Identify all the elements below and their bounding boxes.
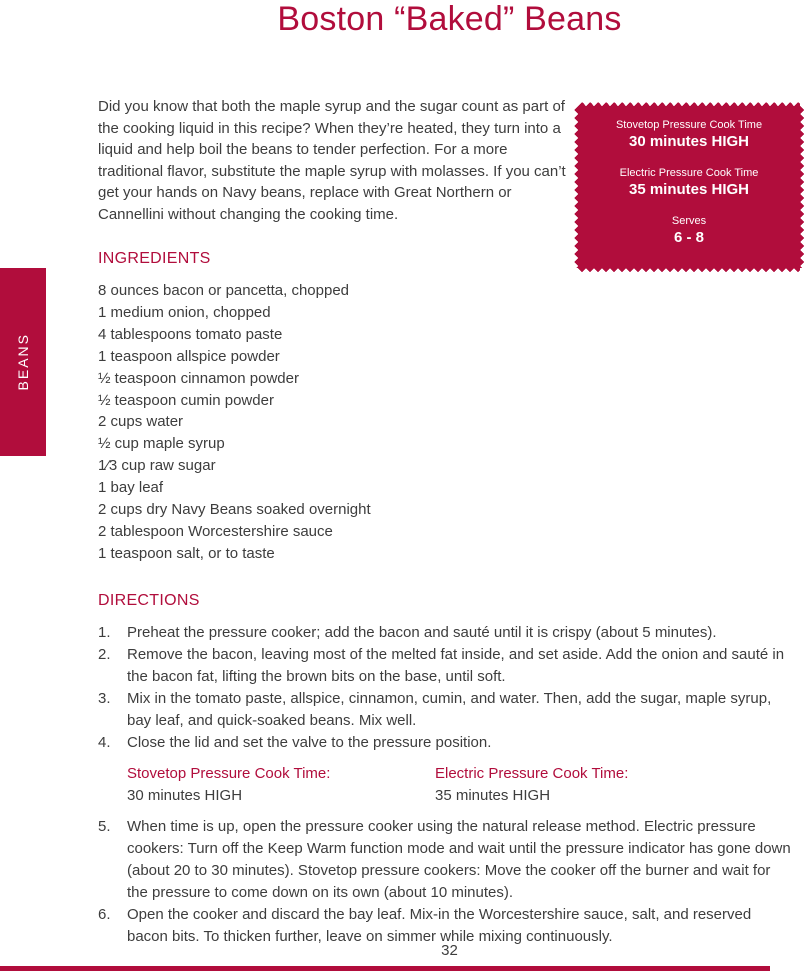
step-number: 5. [98, 817, 111, 835]
directions-heading: DIRECTIONS [98, 591, 200, 609]
direction-step [98, 688, 792, 732]
ingredient-item: 1 teaspoon salt, or to taste [98, 544, 275, 562]
ingredient-item: 1 bay leaf [98, 479, 164, 497]
stamp-border-top [578, 102, 800, 106]
ingredients-heading: INGREDIENTS [98, 250, 211, 267]
ingredient-item: ½ teaspoon cumin powder [98, 391, 274, 409]
step-number: 2. [98, 645, 111, 663]
direction-step [98, 644, 792, 688]
stamp-value: 30 minutes HIGH [628, 133, 750, 150]
ingredient-item: 4 tablespoons tomato paste [98, 325, 283, 343]
ingredient-item: 2 tablespoon Worcestershire sauce [98, 522, 333, 540]
stamp-value: 35 minutes HIGH [628, 181, 750, 198]
step-number: 6. [98, 905, 111, 923]
cook-time-value: 35 minutes HIGH [435, 786, 551, 804]
cook-time-label: Stovetop Pressure Cook Time: [127, 764, 331, 782]
step-text: When time is up, open the pressure cooker using the natural release method. Electric pressure cookers: Turn off the Keep Warm function mode and wait until the pressure indicator has gone down (about 20 to 30 minutes). Stovetop pressure cookers: Move the cooker off the burner and wait for the pressure to come down on its own (about 10 minutes). [127, 817, 791, 901]
stamp-label: Stovetop Pressure Cook Time [615, 119, 763, 131]
stamp-border-right [800, 106, 804, 268]
cook-time-electric [435, 763, 743, 807]
page-number: 32 [441, 942, 458, 959]
ingredient-item: ½ teaspoon cinnamon powder [98, 369, 299, 387]
step-number: 1. [98, 623, 111, 641]
chapter-tab-beans [0, 268, 46, 456]
direction-step [98, 732, 792, 754]
step-text: Mix in the tomato paste, allspice, cinnamon, cumin, and water. Then, add the sugar, maple syrup, bay leaf, and quick-soaked beans. Mix well. [127, 689, 772, 729]
cook-time-label: Electric Pressure Cook Time: [435, 764, 629, 782]
cook-time-stovetop [127, 763, 435, 807]
stamp-label: Serves [671, 215, 707, 227]
stamp-entry-electric [586, 166, 792, 200]
stamp-entry-serves [586, 214, 792, 248]
step-text: Remove the bacon, leaving most of the melted fat inside, and set aside. Add the onion and sauté in the bacon fat, lifting the brown bits on the base, until soft. [127, 645, 785, 685]
ingredient-item: 2 cups dry Navy Beans soaked overnight [98, 501, 371, 519]
ingredient-item: 1⁄3 cup raw sugar [98, 457, 216, 475]
ingredient-item: 2 cups water [98, 413, 184, 431]
stamp-value: 6 - 8 [673, 229, 704, 246]
stamp-border-left [574, 106, 578, 268]
recipe-body [98, 250, 792, 948]
direction-step [98, 622, 792, 644]
direction-step [98, 816, 792, 904]
stamp-entry-stovetop [586, 118, 792, 152]
step-text: Preheat the pressure cooker; add the bacon and sauté until it is crispy (about 5 minutes). [127, 623, 717, 641]
intro-paragraph: Did you know that both the maple syrup and the sugar count as part of the cooking liquid in this recipe? When they’re heated, they turn into a liquid and help boil the beans to tender perfection. For a more traditional flavor, substitute the maple syrup with molasses. If you can’t get your hands on Navy beans, replace with Great Northern or Cannellini without changing the cooking time. [98, 98, 566, 223]
step-text: Open the cooker and discard the bay leaf. Mix-in the Worcestershire sauce, salt, and reserved bacon bits. To thicken further, leave on simmer while mixing continuously. [127, 905, 752, 945]
ingredients-list [98, 280, 792, 565]
cook-time-stamp [578, 106, 800, 268]
inline-cook-times [127, 763, 792, 807]
cook-time-value: 30 minutes HIGH [127, 786, 243, 804]
ingredient-item: ½ cup maple syrup [98, 435, 225, 453]
step-number: 4. [98, 733, 111, 751]
step-text: Close the lid and set the valve to the pressure position. [127, 733, 492, 751]
ingredient-item: 1 medium onion, chopped [98, 303, 271, 321]
bottom-accent-bar [0, 966, 770, 971]
ingredient-item: 1 teaspoon allspice powder [98, 347, 280, 365]
ingredient-item: 8 ounces bacon or pancetta, chopped [98, 282, 350, 299]
chapter-tab-label: BEANS [15, 333, 31, 391]
stamp-label: Electric Pressure Cook Time [619, 167, 759, 179]
step-number: 3. [98, 689, 111, 707]
page-title: Boston “Baked” Beans [277, 0, 622, 38]
directions-list [98, 622, 792, 948]
